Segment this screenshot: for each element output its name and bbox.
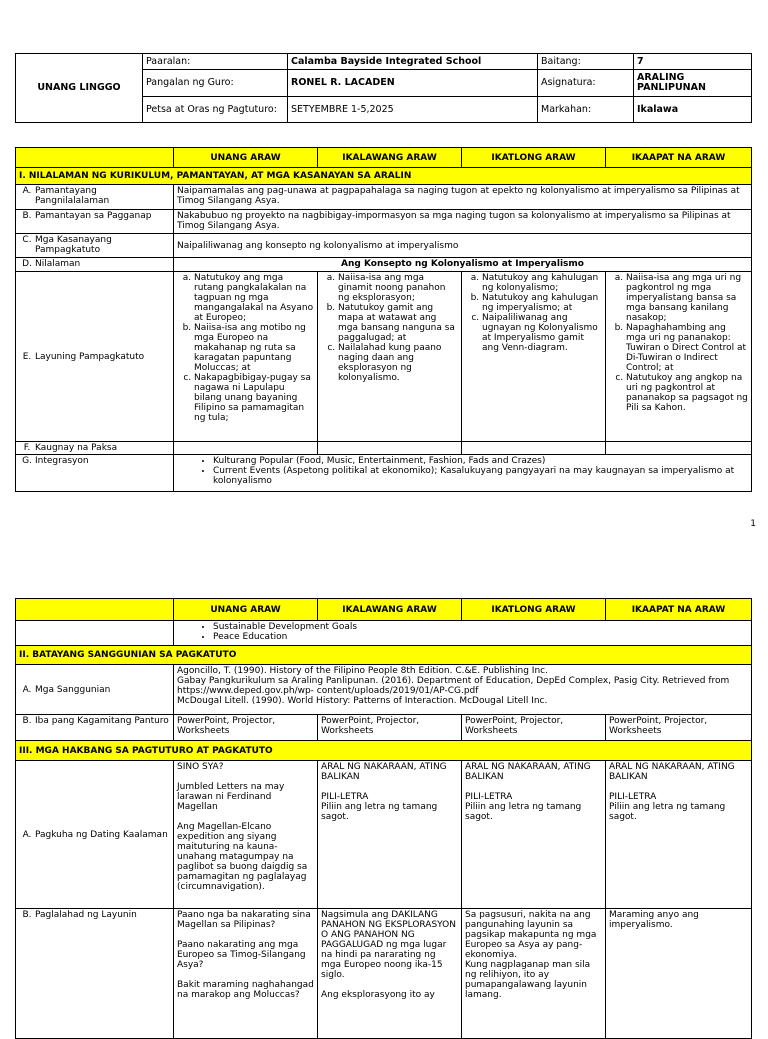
lesson-header-table — [15, 53, 752, 123]
objective-item: a. Natutukoy ang mga rutang pangkalakalan na tagpuan ng mga mangangalakal na Asyano at Europeo; — [194, 273, 314, 323]
row-label: Mga Sanggunian — [35, 684, 111, 695]
row-label: Paglalahad ng Layunin — [35, 910, 137, 920]
school-value: Calamba Bayside Integrated School — [288, 54, 538, 70]
section-1-title: I. NILALAMAN NG KURIKULUM, PAMANTAYAN, AT MGA KASANAYAN SA ARALIN — [16, 168, 752, 185]
row-label: Mga Kasanayang Pampagkatuto — [35, 235, 112, 255]
page-number: 1 — [750, 519, 756, 529]
day-header-row — [16, 148, 752, 168]
procedure-table — [15, 598, 752, 1039]
section-3-title: III. MGA HAKBANG SA PAGTUTURO AT PAGKATUTO — [16, 741, 752, 761]
quarter-label: Markahan: — [538, 97, 634, 123]
row-letter: E. — [22, 351, 32, 362]
objectives-day4 — [606, 272, 752, 442]
day2-header: IKALAWANG ARAW — [318, 148, 462, 168]
integration-item: • Peace Education — [213, 632, 748, 642]
week-label: UNANG LINGGO — [16, 54, 143, 123]
teacher-label: Pangalan ng Guro: — [143, 70, 288, 97]
objective-item: a. Natutukoy ang kahulugan ng kolonyalismo; — [482, 273, 602, 293]
materials-day4: PowerPoint, Projector, Worksheets — [606, 715, 752, 741]
objective-presentation-day4: Maraming anyo ang imperyalismo. — [606, 909, 752, 1039]
row-label: Layuning Pampagkatuto — [35, 351, 145, 362]
objective-item: c. Naipaliliwanag ang ugnayan ng Kolonyalismo at Imperyalismo gamit ang Venn-diagram. — [482, 313, 602, 353]
materials-day1: PowerPoint, Projector, Worksheets — [174, 715, 318, 741]
row-label: Nilalaman — [35, 259, 81, 269]
performance-standard-text: Nakabubuo ng proyekto na nagbibigay-impormasyon sa mga naging tugon sa kolonyalismo at imperyalismo sa Pilipinas at Timog Silangang Asya. — [174, 210, 752, 234]
integration-item: • Current Events (Aspetong politikal at ekonomiko); Kasalukuyang pangyayari na may kaugnayan sa imperyalismo at kolonyalismo — [213, 466, 748, 486]
row-letter: C. — [22, 235, 32, 245]
day1-header: UNANG ARAW — [174, 599, 318, 621]
section-2-title: II. BATAYANG SANGGUNIAN SA PAGKATUTO — [16, 646, 752, 665]
objective-item: b. Natutukoy gamit ang mapa at watawat ang mga bansang nanguna sa paggalugad; at — [338, 303, 458, 343]
materials-day2: PowerPoint, Projector, Worksheets — [318, 715, 462, 741]
review-day2: ARAL NG NAKARAAN, ATING BALIKAN PILI-LETRA Piliin ang letra ng tamang sagot. — [318, 761, 462, 909]
objectives-day3 — [462, 272, 606, 442]
grade-label: Baitang: — [538, 54, 634, 70]
row-letter: D. — [22, 259, 32, 269]
row-label: Kaugnay na Paksa — [35, 443, 118, 453]
review-day3: ARAL NG NAKARAAN, ATING BALIKAN PILI-LETRA Piliin ang letra ng tamang sagot. — [462, 761, 606, 909]
objectives-day2 — [318, 272, 462, 442]
objective-presentation-day2: Nagsimula ang DAKILANG PANAHON NG EKSPLORASYON O ANG PANAHON NG PAGGALUGAD ng mga lugar na hindi pa nararating ng mga Europeo noong ika-15 siglo. Ang eksplorasyong ito ay — [318, 909, 462, 1039]
objectives-day1 — [174, 272, 318, 442]
row-letter: B. — [22, 211, 32, 221]
objective-item: c. Nakapagbibigay-pugay sa nagawa ni Lapulapu bilang unang bayaning Filipino sa pamamagitan ng tula; — [194, 373, 314, 423]
row-label: Pamantayan sa Pagganap — [35, 211, 152, 221]
date-time-value: SETYEMBRE 1-5,2025 — [288, 97, 538, 123]
row-letter: A. — [22, 684, 32, 695]
integration-list — [174, 455, 752, 492]
row-letter: G. — [22, 456, 32, 466]
day4-header: IKAAPAT NA ARAW — [606, 599, 752, 621]
objective-presentation-day1: Paano nga ba nakarating sina Magellan sa Pilipinas? Paano nakarating ang mga Europeo sa Timog-Silangang Asya? Bakit maraming naghahangad na marakop ang Moluccas? — [174, 909, 318, 1039]
school-label: Paaralan: — [143, 54, 288, 70]
grade-value: 7 — [634, 54, 752, 70]
day-header-row — [16, 599, 752, 621]
references-text: Agoncillo, T. (1990). History of the Filipino People 8th Edition. C.&E. Publishing Inc. Gabay Pangkurikulum sa Araling Panlipunan. (2016). Department of Education, DepEd Complex, Pasig City. Retrieved from https://www.deped.gov.ph/wp- content/uploads/2019/01/AP-CG.pdf McDougal Litell. (1990). World History: Patterns of Interaction. McDougal Litell Inc. — [174, 665, 752, 715]
day2-header: IKALAWANG ARAW — [318, 599, 462, 621]
review-day1: SINO SYA? Jumbled Letters na may larawan ni Ferdinand Magellan Ang Magellan-Elcano expedition ang siyang maituturing na kauna-unahang matagumpay na paglibot sa buong daigdig sa pamamagitan ng paglalayag (circumnavigation). — [174, 761, 318, 909]
review-day4: ARAL NG NAKARAAN, ATING BALIKAN PILI-LETRA Piliin ang letra ng tamang sagot. — [606, 761, 752, 909]
integration-continued — [174, 621, 752, 646]
day3-header: IKATLONG ARAW — [462, 148, 606, 168]
objective-item: c. Natutukoy ang angkop na uri ng pagkontrol at pananakop sa pagsagot ng Pili sa Kahon. — [626, 373, 748, 413]
row-letter: B. — [22, 716, 32, 726]
materials-day3: PowerPoint, Projector, Worksheets — [462, 715, 606, 741]
objective-item: c. Nailalahad kung paano naging daan ang eksplorasyon ng kolonyalismo. — [338, 343, 458, 383]
objective-item: b. Napaghahambing ang mga uri ng pananakop: Tuwiran o Direct Control at Di-Tuwiran o Indirect Control; at — [626, 323, 748, 373]
objective-item: b. Natutukoy ang kahulugan ng imperyalismo; at — [482, 293, 602, 313]
quarter-value: Ikalawa — [634, 97, 752, 123]
date-time-label: Petsa at Oras ng Pagtuturo: — [143, 97, 288, 123]
competency-text: Naipaliliwanag ang konsepto ng kolonyalismo at imperyalismo — [174, 234, 752, 258]
row-letter: A. — [22, 829, 32, 840]
subject-label: Asignatura: — [538, 70, 634, 97]
content-standard-text: Naipamamalas ang pag-unawa at pagpapahalaga sa naging tugon at epekto ng kolonyalismo at imperyalismo sa Pilipinas at Timog Silangang Asya. — [174, 185, 752, 210]
row-label: Integrasyon — [35, 456, 89, 466]
row-letter: F. — [23, 443, 31, 453]
row-label: Pamantayang Pangnilalalaman — [35, 186, 110, 206]
objective-item: a. Naiisa-isa ang mga uri ng pagkontrol ng mga imperyalistang bansa sa mga bansang kanilang nasakop; — [626, 273, 748, 323]
row-label: Pagkuha ng Dating Kaalaman — [35, 829, 168, 840]
subject-value: ARALING PANLIPUNAN — [634, 70, 752, 97]
objective-item: b. Naiisa-isa ang motibo ng mga Europeo na makahanap ng ruta sa karagatan papuntang Moluccas; at — [194, 323, 314, 373]
day3-header: IKATLONG ARAW — [462, 599, 606, 621]
integration-item: • Kulturang Popular (Food, Music, Entertainment, Fashion, Fads and Crazes) — [213, 456, 748, 466]
day1-header: UNANG ARAW — [174, 148, 318, 168]
row-letter: A. — [22, 186, 32, 196]
objective-item: a. Naiisa-isa ang mga ginamit noong panahon ng eksplorasyon; — [338, 273, 458, 303]
day4-header: IKAAPAT NA ARAW — [606, 148, 752, 168]
integration-item: • Sustainable Development Goals — [213, 622, 748, 632]
row-letter: B. — [22, 910, 32, 920]
row-label: Iba pang Kagamitang Panturo — [35, 716, 169, 726]
content-topic-text: Ang Konsepto ng Kolonyalismo at Imperyalismo — [174, 258, 752, 272]
teacher-value: RONEL R. LACADEN — [288, 70, 538, 97]
objective-presentation-day3: Sa pagsusuri, nakita na ang pangunahing layunin sa pagsikap makapunta ng mga Europeo sa Asya ay pang-ekonomiya. Kung nagplaganap man sila ng relihiyon, ito ay pumapangalawang layunin lamang. — [462, 909, 606, 1039]
curriculum-table — [15, 147, 752, 492]
